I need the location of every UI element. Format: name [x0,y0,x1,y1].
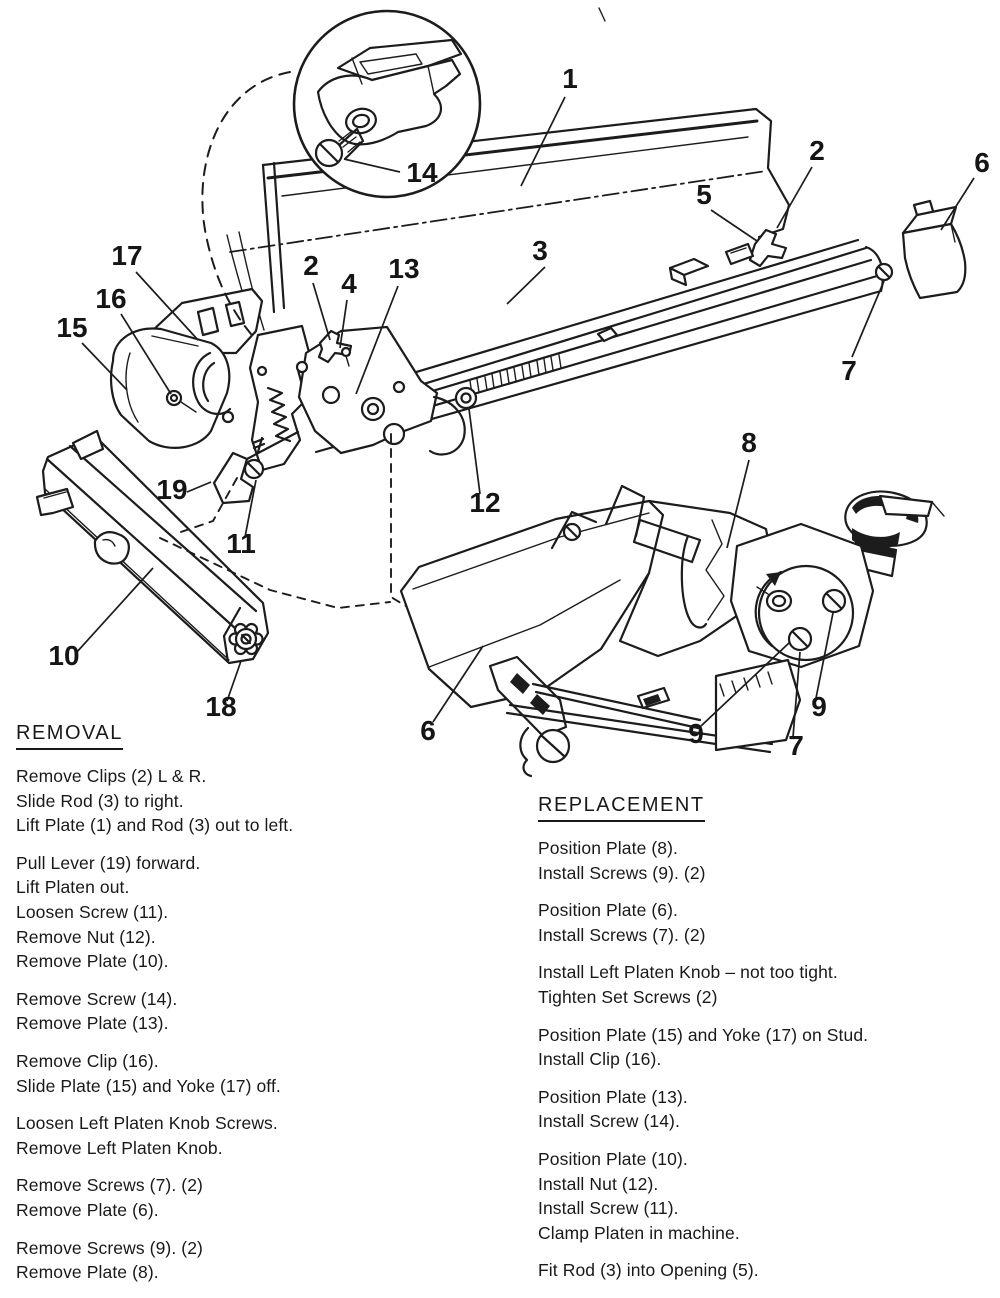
callout-opening-5 [696,179,757,241]
replacement-group [538,1147,988,1245]
instruction-line: Slide Rod (3) to right. [16,790,184,811]
svg-text:10: 10 [48,640,80,671]
svg-text:8: 8 [741,427,757,458]
ribbed-section [470,355,561,394]
svg-text:12: 12 [469,487,501,518]
instruction-line: Pull Lever (19) forward. [16,852,201,873]
plate-8-part [731,524,873,667]
instruction-line: Remove Plate (10). [16,951,169,972]
svg-text:14: 14 [406,157,438,188]
instruction-line: Loosen Left Platen Knob Screws. [16,1113,278,1134]
svg-text:1: 1 [562,63,578,94]
instruction-line: Remove Plate (6). [16,1199,159,1220]
svg-text:3: 3 [532,235,548,266]
lever-19-part [214,453,253,503]
knob-18-part [230,624,263,654]
svg-text:16: 16 [95,283,127,314]
instruction-line: Install Screw (11). [538,1198,679,1219]
instruction-line: Fit Rod (3) into Opening (5). [538,1260,759,1281]
callout-rod-3 [507,235,548,304]
clip-16-part [167,391,181,405]
instruction-line: Remove Clips (2) L & R. [16,766,207,786]
svg-text:5: 5 [696,179,712,210]
instruction-line: Install Clip (16). [538,1049,662,1070]
instruction-line: Install Screw (14). [538,1111,680,1132]
left-mechanism-cluster [111,289,465,503]
slide-block [670,259,708,275]
bar-clip [95,532,129,563]
svg-text:9: 9 [688,718,704,749]
svg-text:6: 6 [420,715,436,746]
clip-2-right-part [750,230,786,266]
instruction-line: Install Nut (12). [538,1173,659,1194]
svg-text:7: 7 [788,730,804,761]
svg-text:11: 11 [226,528,256,559]
callout-end-plate-6-right [941,147,990,230]
removal-section [16,722,516,1298]
removal-group [16,1049,516,1098]
replacement-heading: REPLACEMENT [538,794,705,822]
svg-text:18: 18 [205,691,237,722]
instruction-line: Lift Platen out. [16,877,130,898]
replacement-group [538,1023,988,1072]
callout-knob-18 [205,661,241,722]
svg-text:2: 2 [809,135,825,166]
svg-text:6: 6 [974,147,990,178]
nut-12-part [456,388,476,408]
instruction-line: Install Left Platen Knob – not too tight. [538,962,838,983]
instruction-line: Install Screws (9). (2) [538,862,706,883]
instruction-line: Remove Plate (13). [16,1013,169,1034]
instruction-line: Loosen Screw (11). [16,901,169,922]
removal-group [16,764,516,838]
instruction-line: Clamp Platen in machine. [538,1222,740,1243]
instruction-line: Tighten Set Screws (2) [538,986,718,1007]
instruction-line: Position Plate (6). [538,900,679,921]
replacement-group [538,836,988,885]
svg-text:9: 9 [811,691,827,722]
frame-hook [520,728,531,776]
replacement-section [538,794,988,1296]
replacement-group [538,1085,988,1134]
callout-clip-2-left [303,250,330,340]
replacement-group [538,898,988,947]
scan-mark [599,8,605,21]
instruction-line: Remove Screws (7). (2) [16,1175,203,1196]
svg-text:13: 13 [388,253,420,284]
svg-text:19: 19 [156,474,188,505]
svg-text:2: 2 [303,250,319,281]
replacement-group [538,960,988,1009]
instruction-line: Slide Plate (15) and Yoke (17) off. [16,1075,281,1096]
svg-text:7: 7 [841,355,857,386]
instruction-line: Remove Screws (9). (2) [16,1237,203,1258]
callout-clip-2-right [777,135,825,228]
stud-4-part [342,348,350,356]
instruction-line: Remove Plate (8). [16,1262,159,1283]
removal-group [16,851,516,974]
callout-plate-1 [521,63,578,186]
callout-nut-12 [469,409,501,518]
instruction-line: Position Plate (15) and Yoke (17) on Stud. [538,1024,869,1045]
removal-group [16,1111,516,1160]
opening-5-part [726,244,753,264]
removal-heading: REMOVAL [16,722,123,750]
callout-lever-19 [156,474,211,505]
instruction-line: Position Plate (8). [538,838,679,858]
instruction-line: Remove Clip (16). [16,1050,159,1071]
removal-group [16,1236,516,1285]
right-end-plate-part [903,201,965,298]
svg-text:4: 4 [341,268,357,299]
instruction-line: Install Screws (7). (2) [538,924,706,945]
removal-group [16,987,516,1036]
plate-15-part [111,329,229,448]
plate-13-part [299,327,437,453]
removal-group [16,1173,516,1222]
svg-text:17: 17 [111,240,143,271]
callout-plate-10 [48,568,153,671]
instruction-line: Remove Screw (14). [16,988,178,1009]
instruction-line: Position Plate (13). [538,1086,688,1107]
svg-text:15: 15 [56,312,88,343]
instruction-line: Remove Nut (12). [16,926,156,947]
instruction-line: Position Plate (10). [538,1148,688,1169]
replacement-group [538,1258,988,1283]
instruction-line: Remove Left Platen Knob. [16,1137,223,1158]
instruction-line: Lift Plate (1) and Rod (3) out to left. [16,815,294,836]
